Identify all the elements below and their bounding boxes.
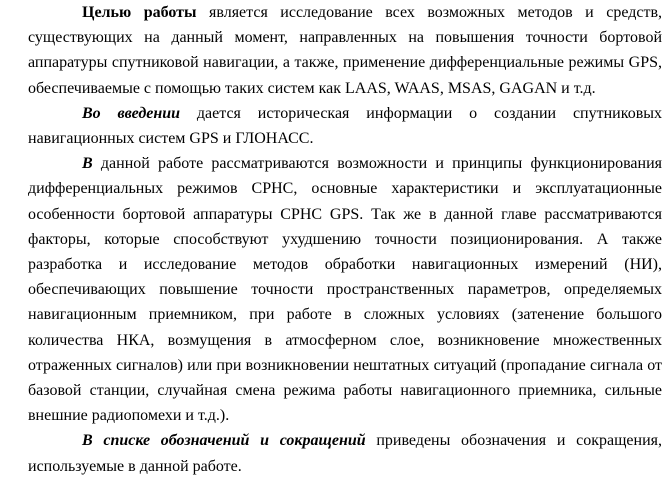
paragraph-introduction-text: дается историческая информации о создании спутниковых навигационных систем GPS и ГЛОНАСС. xyxy=(28,104,662,148)
paragraph-introduction xyxy=(28,101,662,151)
paragraph-goal-text: является исследование всех возможных методов и средств, существующих на данный момент, направленных на повышения точности бортовой аппаратуры спутниковой навигации, а также, применение дифференциальные режимы GPS, обеспечиваемые с помощью таких систем как LAAS, WAAS, MSAS, GAGAN и т.д. xyxy=(28,4,662,97)
paragraph-work-content-text: данной работе рассматриваются возможности и принципы функционирования дифференциальных режимов СРНС, основные характеристики и эксплуатационные особенности бортовой аппаратуры СРНС GPS. Так же в данной главе рассматриваются факторы, которые способствуют ухудшению точности позиционирования. А также разработка и исследование методов обработки навигационных измерений (НИ), обеспечивающих повышение точности пространственных параметров, определяемых навигационным приемником, при работе в сложных условиях (затенение большого количества НКА, возмущения в атмосферном слое, возникновение множественных отраженных сигналов) или при возникновении нештатных ситуаций (пропадание сигнала от базовой станции, случайная смена режима работы навигационного приемника, сильные внешние радиопомехи и т.д.). xyxy=(28,155,662,425)
paragraph-work-content xyxy=(28,151,662,428)
paragraph-work-content-lead: В xyxy=(82,155,93,173)
paragraph-abbreviations-lead: В списке обозначений и сокращений xyxy=(82,432,366,450)
paragraph-goal-lead: Целью работы xyxy=(82,4,197,21)
paragraph-introduction-lead: Во введении xyxy=(82,104,181,122)
paragraph-goal xyxy=(28,0,662,101)
paragraph-abbreviations-text: приведены обозначения и сокращения, используемые в данной работе. xyxy=(28,432,662,475)
paragraph-abbreviations xyxy=(28,428,662,478)
